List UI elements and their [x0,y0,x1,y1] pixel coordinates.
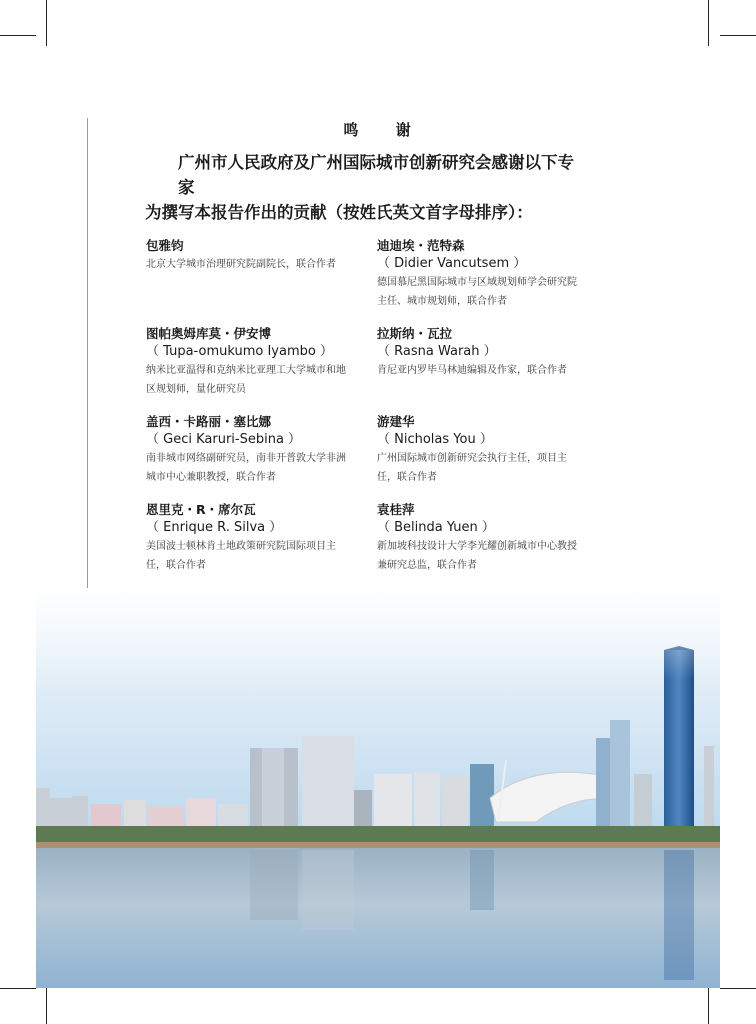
contributor-entry [146,412,346,487]
contributor-description: 广州国际城市创新研究会执行主任，项目主任，联合作者 [377,453,567,483]
contributor-english-name: （ Didier Vancutsem ） [377,256,527,271]
left-margin-rule [87,118,88,588]
contributor-entry [377,324,577,380]
crop-mark [46,0,47,46]
contributor-name: 袁桂萍 [377,502,415,517]
intro-paragraph [145,150,585,225]
intro-line: 广州市人民政府及广州国际城市创新研究会感谢以下专家 [178,153,574,197]
contributor-description: 美国波士顿林肯土地政策研究院国际项目主任，联合作者 [146,541,336,571]
contributor-entry [146,324,346,399]
crop-mark [46,988,47,1024]
contributor-description: 纳米比亚温得和克纳米比亚理工大学城市和地区规划师，量化研究员 [146,365,346,395]
contributor-description: 新加坡科技设计大学李光耀创新城市中心教授兼研究总监，联合作者 [377,541,577,571]
crop-mark [708,0,709,46]
contributor-english-name: （ Enrique R. Silva ） [146,520,283,535]
crop-mark [0,35,36,36]
contributor-english-name: （ Belinda Yuen ） [377,520,495,535]
intro-line: 为撰写本报告作出的贡献（按姓氏英文首字母排序）： [145,203,533,222]
contributor-name: 盖西・卡路丽・塞比娜 [146,414,272,429]
contributor-description: 德国慕尼黑国际城市与区域规划师学会研究院主任、城市规划师，联合作者 [377,277,577,307]
contributor-name: 迪迪埃・范特森 [377,238,465,253]
contributor-name: 包雅钧 [146,238,184,253]
contributor-name: 恩里克・R・席尔瓦 [146,502,256,517]
city-skyline-image [36,560,720,988]
contributor-name: 拉斯纳・瓦拉 [377,326,453,341]
page-title: 鸣 谢 [343,121,427,139]
contributor-name: 图帕奥姆库莫・伊安博 [146,326,272,341]
contributor-name: 游建华 [377,414,415,429]
contributor-description: 南非城市网络副研究员，南非开普敦大学非洲城市中心兼职教授，联合作者 [146,453,346,483]
contributor-entry [146,500,346,575]
contributor-entry [377,236,577,311]
crop-mark [0,988,36,989]
contributor-entry [377,412,577,487]
crop-mark [720,988,756,989]
contributor-english-name: （ Nicholas You ） [377,432,493,447]
contributor-english-name: （ Tupa-omukumo Iyambo ） [146,344,333,359]
contributor-entry [146,236,346,274]
contributor-entry [377,500,577,575]
contributor-english-name: （ Geci Karuri-Sebina ） [146,432,302,447]
crop-mark [720,35,756,36]
crop-mark [708,988,709,1024]
contributor-description: 北京大学城市治理研究院副院长，联合作者 [146,259,336,270]
contributor-description: 肯尼亚内罗毕马林迪编辑及作家，联合作者 [377,365,567,376]
contributor-english-name: （ Rasna Warah ） [377,344,497,359]
